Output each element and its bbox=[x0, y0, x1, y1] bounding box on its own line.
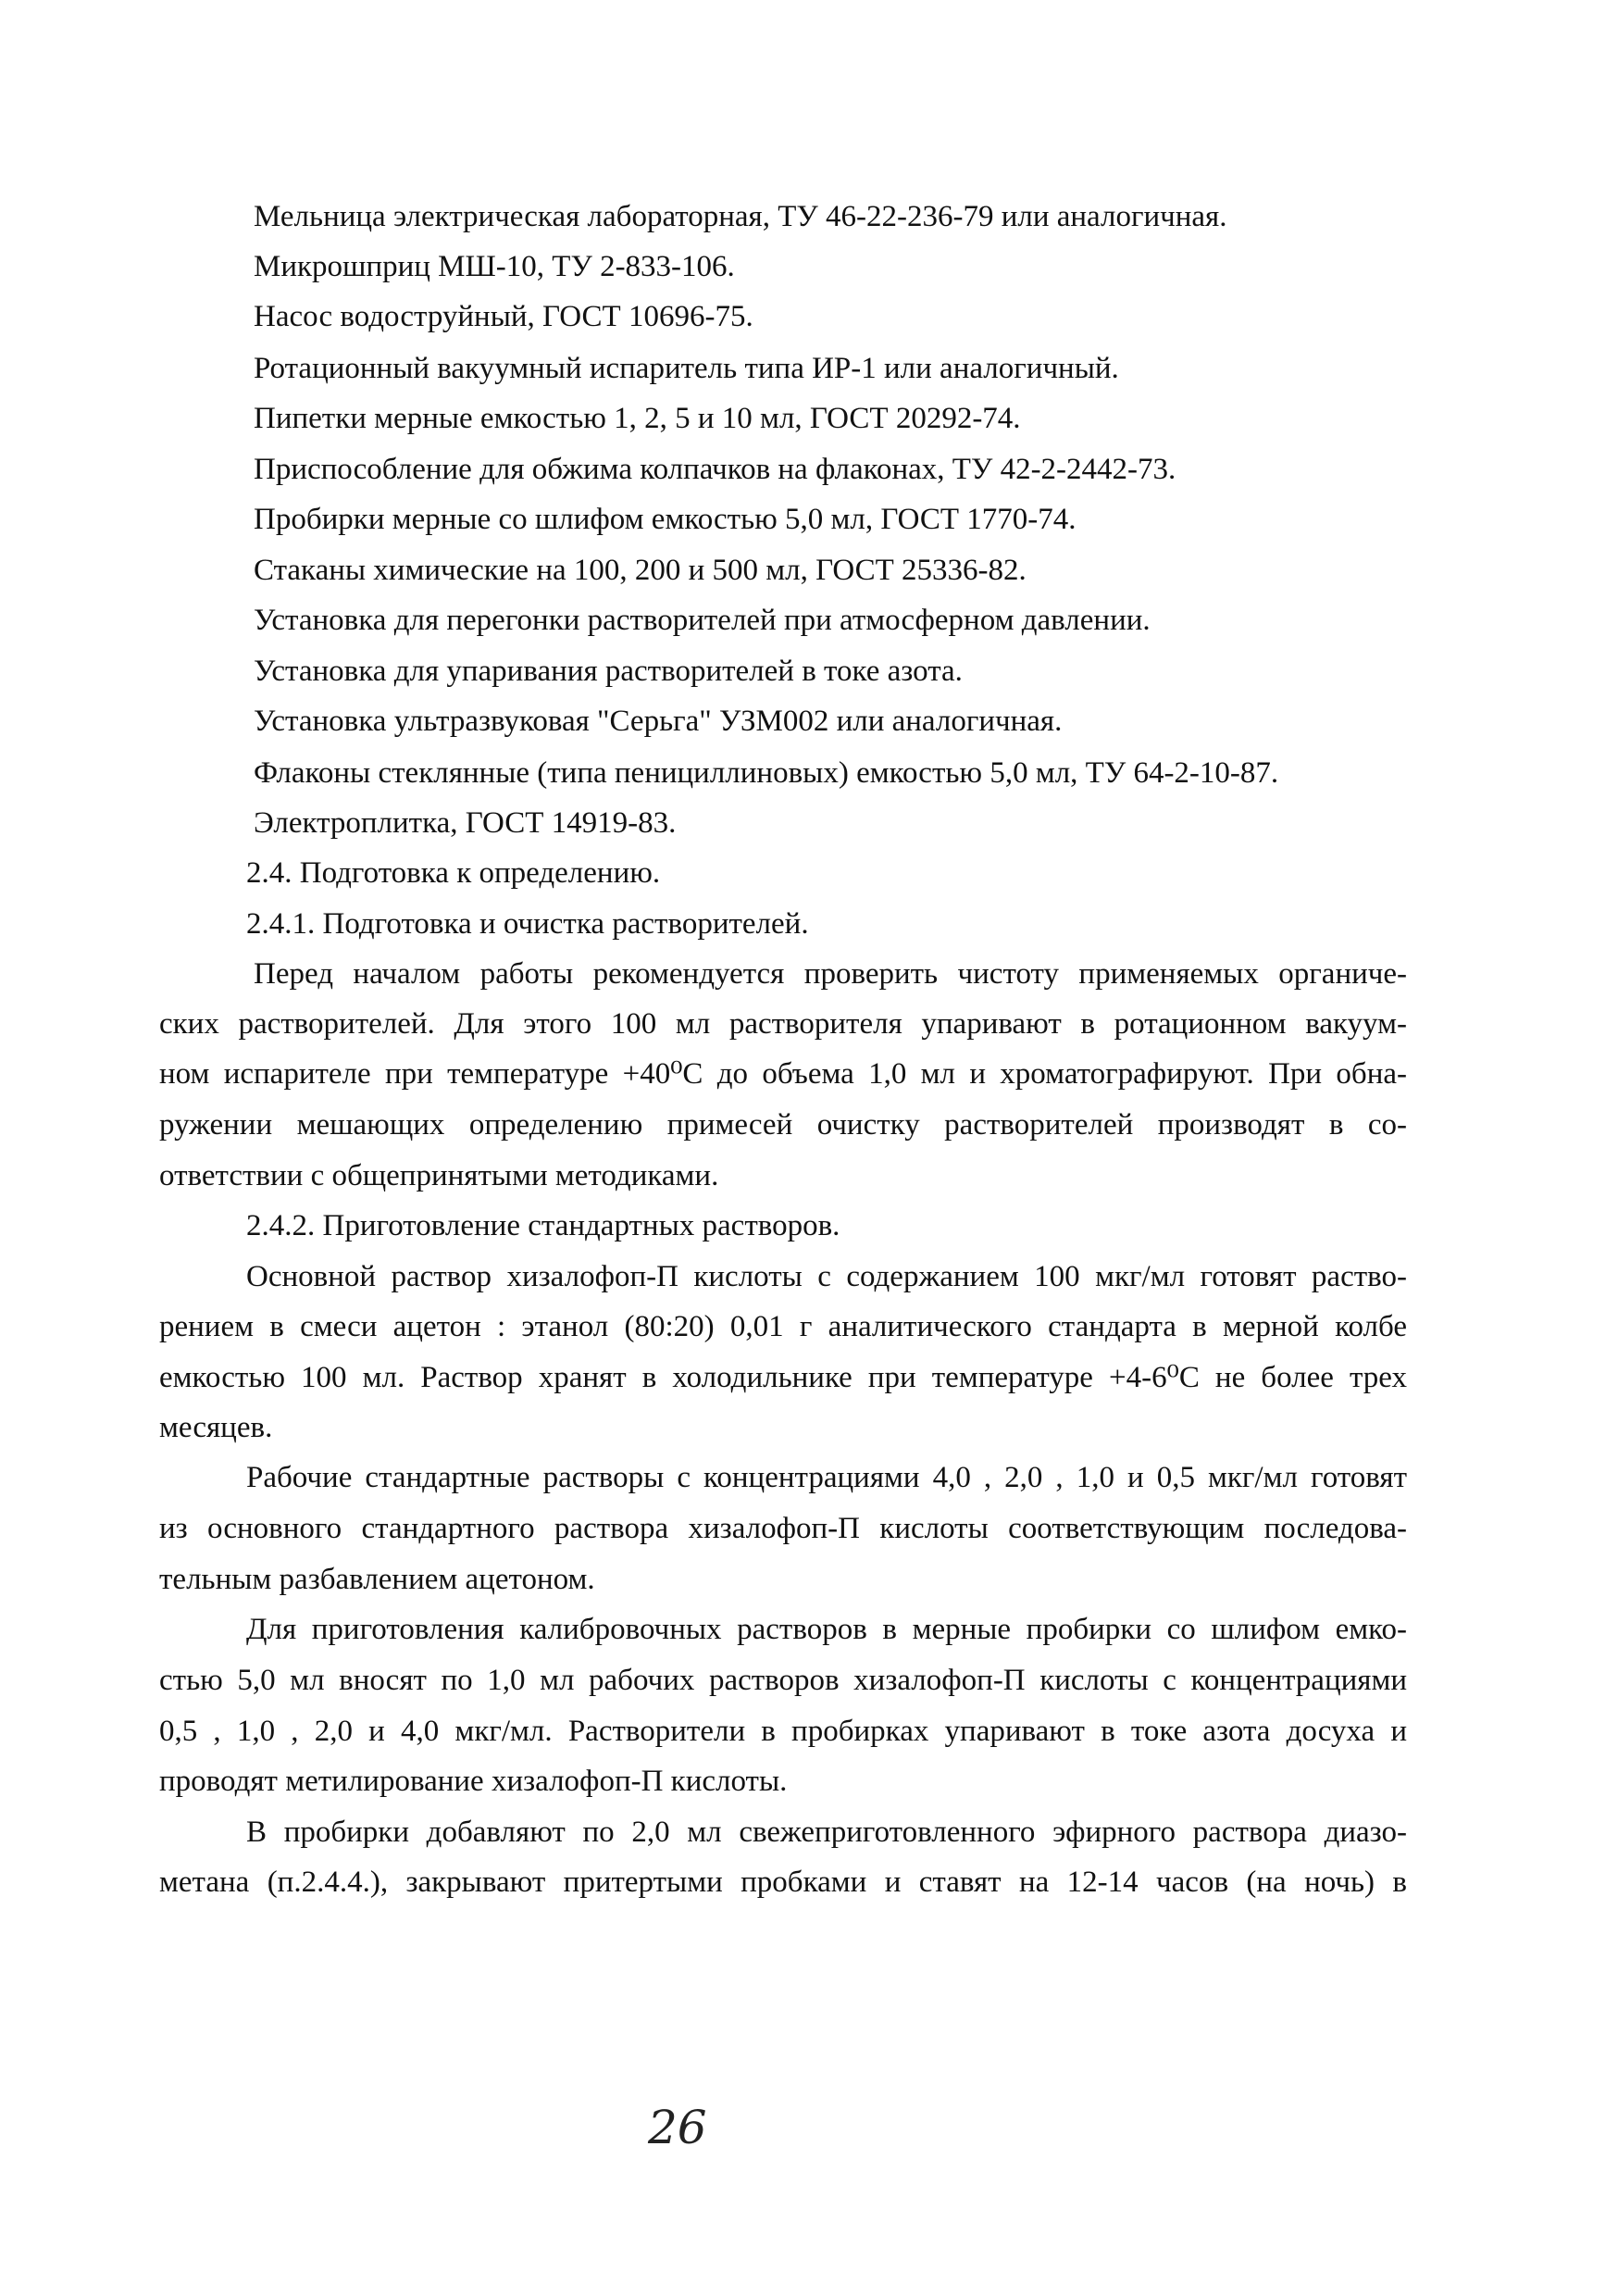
paragraph-line: Для приготовления калибровочных растворов в мерные пробирки со шлифом емко- bbox=[246, 1613, 1407, 1646]
equipment-item: Флаконы стеклянные (типа пенициллиновых) емкостью 5,0 мл, ТУ 64-2-10-87. bbox=[254, 756, 1279, 790]
paragraph-line: стью 5,0 мл вносят по 1,0 мл рабочих растворов хизалофоп-П кислоты с концентрациями bbox=[159, 1664, 1407, 1697]
paragraph-line: 0,5 , 1,0 , 2,0 и 4,0 мкг/мл. Растворители в пробирках упаривают в токе азота досуха и bbox=[159, 1715, 1407, 1748]
equipment-item: Пипетки мерные емкостью 1, 2, 5 и 10 мл, ГОСТ 20292-74. bbox=[254, 402, 1021, 435]
paragraph-line: тельным разбавлением ацетоном. bbox=[159, 1563, 595, 1596]
paragraph-line: рением в смеси ацетон : этанол (80:20) 0,01 г аналитического стандарта в мерной колбе bbox=[159, 1310, 1407, 1343]
paragraph-line: ном испарителе при температуре +40⁰С до объема 1,0 мл и хроматографируют. При обна- bbox=[159, 1057, 1407, 1091]
paragraph-line: проводят метилирование хизалофоп-П кислоты. bbox=[159, 1765, 788, 1798]
equipment-item: Ротационный вакуумный испаритель типа ИР-1 или аналогичный. bbox=[254, 352, 1119, 385]
paragraph-line: Перед началом работы рекомендуется проверить чистоту применяемых органиче- bbox=[254, 957, 1407, 991]
paragraph-line: емкостью 100 мл. Раствор хранят в холодильнике при температуре +4-6⁰С не более трех bbox=[159, 1361, 1407, 1394]
equipment-item: Установка ультразвуковая "Серьга" УЗМ002 или аналогичная. bbox=[254, 705, 1063, 738]
paragraph-line: В пробирки добавляют по 2,0 мл свежеприготовленного эфирного раствора диазо- bbox=[246, 1816, 1407, 1849]
paragraph-line: ответствии с общепринятыми методиками. bbox=[159, 1159, 719, 1192]
paragraph-line: месяцев. bbox=[159, 1411, 273, 1444]
paragraph-line: метана (п.2.4.4.), закрывают притертыми пробками и ставят на 12-14 часов (на ночь) в bbox=[159, 1866, 1407, 1899]
paragraph-line: ружении мешающих определению примесей очистку растворителей производят в со- bbox=[159, 1108, 1407, 1142]
equipment-item: Микрошприц МШ-10, ТУ 2-833-106. bbox=[254, 250, 735, 283]
paragraph-line: Рабочие стандартные растворы с концентрациями 4,0 , 2,0 , 1,0 и 0,5 мкг/мл готовят bbox=[246, 1461, 1407, 1494]
section-heading-2-4-1: 2.4.1. Подготовка и очистка растворителей. bbox=[246, 907, 809, 941]
equipment-item: Установка для перегонки растворителей при атмосферном давлении. bbox=[254, 604, 1151, 637]
paragraph-line: Основной раствор хизалофоп-П кислоты с содержанием 100 мкг/мл готовят раство- bbox=[246, 1260, 1407, 1293]
section-heading-2-4: 2.4. Подготовка к определению. bbox=[246, 856, 661, 890]
paragraph-line: ских растворителей. Для этого 100 мл растворителя упаривают в ротационном вакуум- bbox=[159, 1007, 1407, 1041]
equipment-item: Пробирки мерные со шлифом емкостью 5,0 мл, ГОСТ 1770-74. bbox=[254, 503, 1077, 536]
equipment-item: Насос водоструйный, ГОСТ 10696-75. bbox=[254, 300, 753, 333]
page-number: 26 bbox=[648, 2101, 707, 2154]
equipment-item: Установка для упаривания растворителей в токе азота. bbox=[254, 655, 963, 688]
equipment-item: Электроплитка, ГОСТ 14919-83. bbox=[254, 806, 677, 840]
section-heading-2-4-2: 2.4.2. Приготовление стандартных растворов. bbox=[246, 1209, 840, 1242]
equipment-item: Мельница электрическая лабораторная, ТУ 46-22-236-79 или аналогичная. bbox=[254, 200, 1227, 233]
equipment-item: Приспособление для обжима колпачков на флаконах, ТУ 42-2-2442-73. bbox=[254, 453, 1176, 486]
equipment-item: Стаканы химические на 100, 200 и 500 мл, ГОСТ 25336-82. bbox=[254, 554, 1027, 587]
paragraph-line: из основного стандартного раствора хизалофоп-П кислоты соответствующим последова- bbox=[159, 1512, 1407, 1545]
